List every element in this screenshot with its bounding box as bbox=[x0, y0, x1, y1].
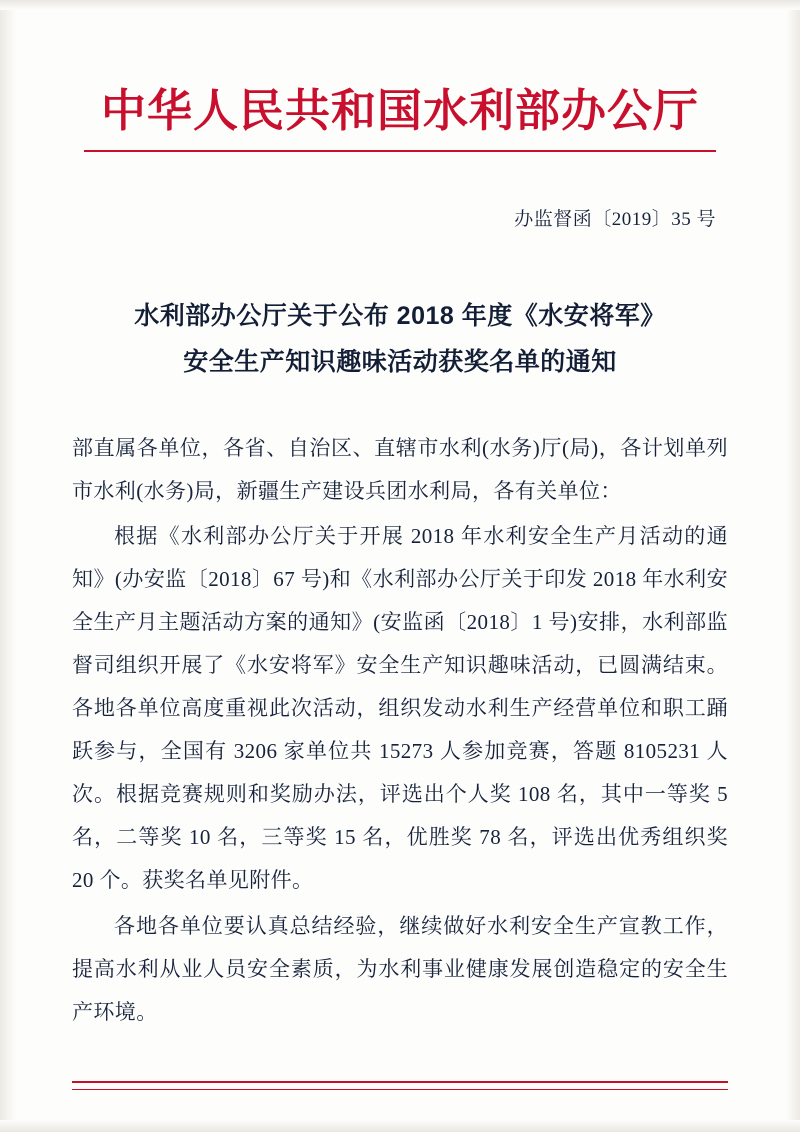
footer-divider-thick bbox=[72, 1081, 728, 1083]
page-title-line-1: 水利部办公厅关于公布 2018 年度《水安将军》 bbox=[134, 301, 666, 330]
body-paragraph-1: 根据《水利部办公厅关于开展 2018 年水利安全生产月活动的通知》(办安监〔2018〕67 号)和《水利部办公厅关于印发 2018 年水利安全生产月主题活动方案的通知》(安监函〔2018〕1 号)安排，水利部监督司组织开展了《水安将军》安全生产知识趣味活动，已圆满结束。各地各单位高度重视此次活动，组织发动水利生产经营单位和职工踊跃参与，全国有 3206 家单位共 15273 人参加竞赛，答题 8105231 人次。根据竞赛规则和奖励办法，评选出个人奖 108 名，其中一等奖 5 名，二等奖 10 名，三等奖 15 名，优胜奖 78 名，评选出优秀组织奖 20 个。获奖名单见附件。 bbox=[72, 524, 728, 893]
letterhead-divider bbox=[84, 150, 716, 152]
page-title-line-2: 安全生产知识趣味活动获奖名单的通知 bbox=[183, 347, 617, 376]
letterhead bbox=[72, 0, 728, 152]
footer-divider-group bbox=[72, 1081, 728, 1090]
letterhead-organization: 中华人民共和国水利部办公厅 bbox=[100, 85, 699, 136]
body-recipients: 部直属各单位，各省、自治区、直辖市水利(水务)厅(局)，各计划单列市水利(水务)局，新疆生产建设兵团水利局，各有关单位： bbox=[72, 436, 728, 504]
page-title bbox=[72, 293, 728, 386]
footer-divider-thin bbox=[72, 1089, 728, 1090]
paper-edge-bottom bbox=[0, 1120, 800, 1132]
body-paragraph-2: 各地各单位要认真总结经验，继续做好水利安全生产宣教工作，提高水利从业人员安全素质，为水利事业健康发展创造稳定的安全生产环境。 bbox=[72, 913, 728, 1024]
document-body bbox=[72, 427, 728, 1034]
document-number: 办监督函〔2019〕35 号 bbox=[514, 208, 716, 230]
document-number-row bbox=[72, 204, 728, 231]
